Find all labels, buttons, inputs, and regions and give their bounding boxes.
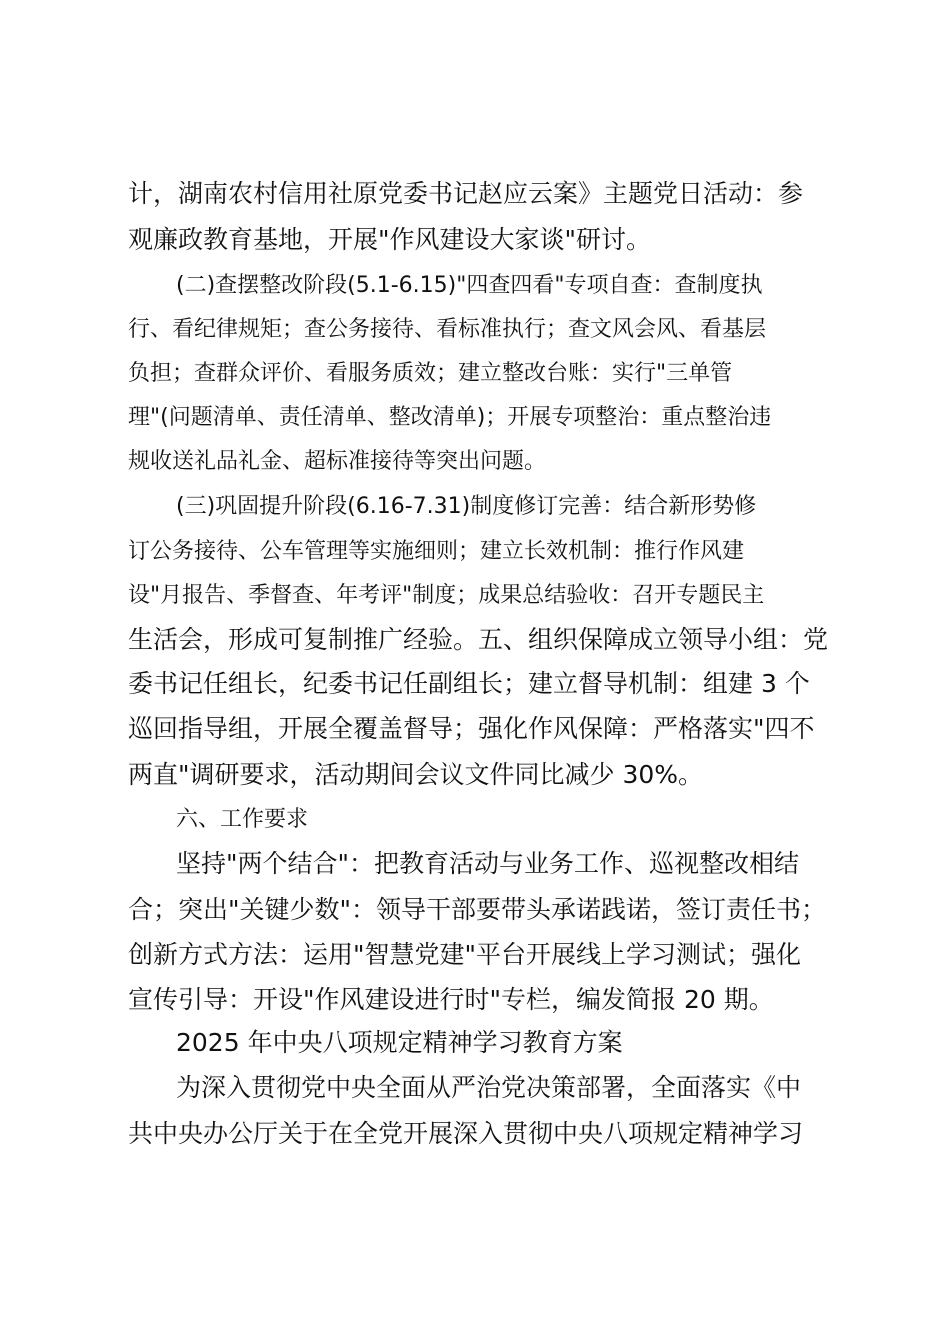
body-text-line: 负担；查群众评价、看服务质效；建立整改台账：实行"三单管 bbox=[128, 361, 733, 386]
body-text-line: 计，湖南农村信用社原党委书记赵应云案》主题党日活动：参 bbox=[128, 179, 804, 208]
body-text-line: 订公务接待、公车管理等实施细则；建立长效机制：推行作风建 bbox=[128, 539, 745, 564]
body-text-line: 生活会，形成可复制推广经验。五、组织保障成立领导小组：党 bbox=[128, 625, 829, 654]
body-text-line: 共中央办公厅关于在全党开展深入贯彻中央八项规定精神学习 bbox=[128, 1119, 804, 1148]
section-heading-line: 六、工作要求 bbox=[176, 807, 309, 832]
body-text-line: 创新方式方法：运用"智慧党建"平台开展线上学习测试；强化 bbox=[128, 940, 802, 969]
body-text-line: 为深入贯彻党中央全面从严治党决策部署，全面落实《中 bbox=[176, 1073, 802, 1102]
body-text-line: 行、看纪律规矩；查公务接待、看标准执行；查文风会风、看基层 bbox=[128, 317, 767, 342]
body-text-line: 巡回指导组，开展全覆盖督导；强化作风保障：严格落实"四不 bbox=[128, 714, 815, 743]
body-text-line: 观廉政教育基地，开展"作风建设大家谈"研讨。 bbox=[128, 225, 651, 254]
body-text-line: 委书记任组长，纪委书记任副组长；建立督导机制：组建 3 个 bbox=[128, 669, 810, 698]
body-text-line: 两直"调研要求，活动期间会议文件同比减少 30%。 bbox=[128, 760, 704, 789]
section-heading-line: (三)巩固提升阶段(6.16-7.31)制度修订完善：结合新形势修 bbox=[176, 494, 757, 519]
body-text-line: 合；突出"关键少数"：领导干部要带头承诺践诺，签订责任书； bbox=[128, 895, 827, 924]
section-heading-line: (二)查摆整改阶段(5.1-6.15)"四查四看"专项自查：查制度执 bbox=[176, 273, 763, 298]
body-text-line: 坚持"两个结合"：把教育活动与业务工作、巡视整改相结 bbox=[176, 849, 800, 878]
body-text-line: 理"(问题清单、责任清单、整改清单)；开展专项整治：重点整治违 bbox=[128, 405, 772, 430]
body-text-line: 设"月报告、季督查、年考评"制度；成果总结验收：召开专题民主 bbox=[128, 583, 765, 608]
document-title-line: 2025 年中央八项规定精神学习教育方案 bbox=[176, 1028, 623, 1057]
body-text-line: 规收送礼品礼金、超标准接待等突出问题。 bbox=[128, 449, 547, 474]
body-text-line: 宣传引导：开设"作风建设进行时"专栏，编发简报 20 期。 bbox=[128, 985, 774, 1014]
